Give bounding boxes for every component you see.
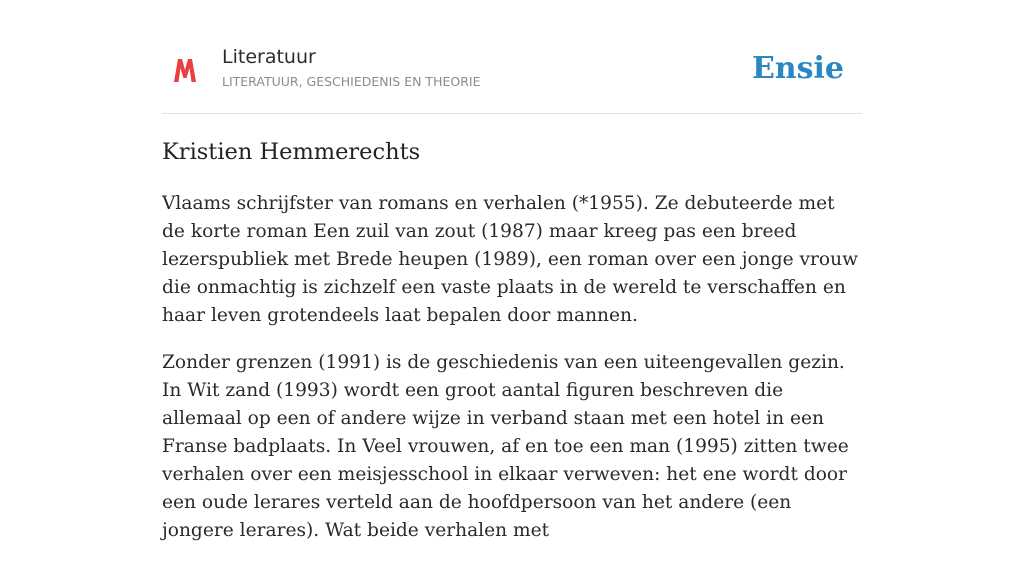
article-paragraph: Zonder grenzen (1991) is de geschiedenis van een uiteengevallen gezin. In Wit zand (1993) wordt een groot aantal figuren beschreven die allemaal op een of andere wijze in verband staan met een hotel in een Franse badplaats. In Veel vrouwen, af en toe een man (1995) zitten twee verhalen over een meisjesschool in elkaar verweven: het ene wordt door een oude lerares verteld aan de hoofdpersoon van het andere (een jongere lerares). Wat beide verhalen met [162, 352, 849, 541]
category-title[interactable]: Literatuur [222, 46, 316, 68]
brand-logo[interactable]: Ensie [751, 51, 844, 86]
article-paragraph: Vlaams schrijfster van romans en verhalen (*1955). Ze debuteerde met de korte roman Een zuil van zout (1987) maar kreeg pas een breed lezerspubliek met Brede heupen (1989), een roman over een jonge vrouw die onmachtig is zichzelf een vaste plaats in de wereld te verschaffen en haar leven grotendeels laat bepalen door mannen. [162, 193, 859, 326]
category-subtitle: LITERATUUR, GESCHIEDENIS EN THEORIE [222, 74, 481, 89]
m-logo-icon[interactable] [172, 56, 198, 84]
content-container [162, 0, 862, 541]
article-body [162, 190, 862, 564]
article-title: Kristien Hemmerechts [162, 139, 421, 165]
header [162, 0, 862, 114]
